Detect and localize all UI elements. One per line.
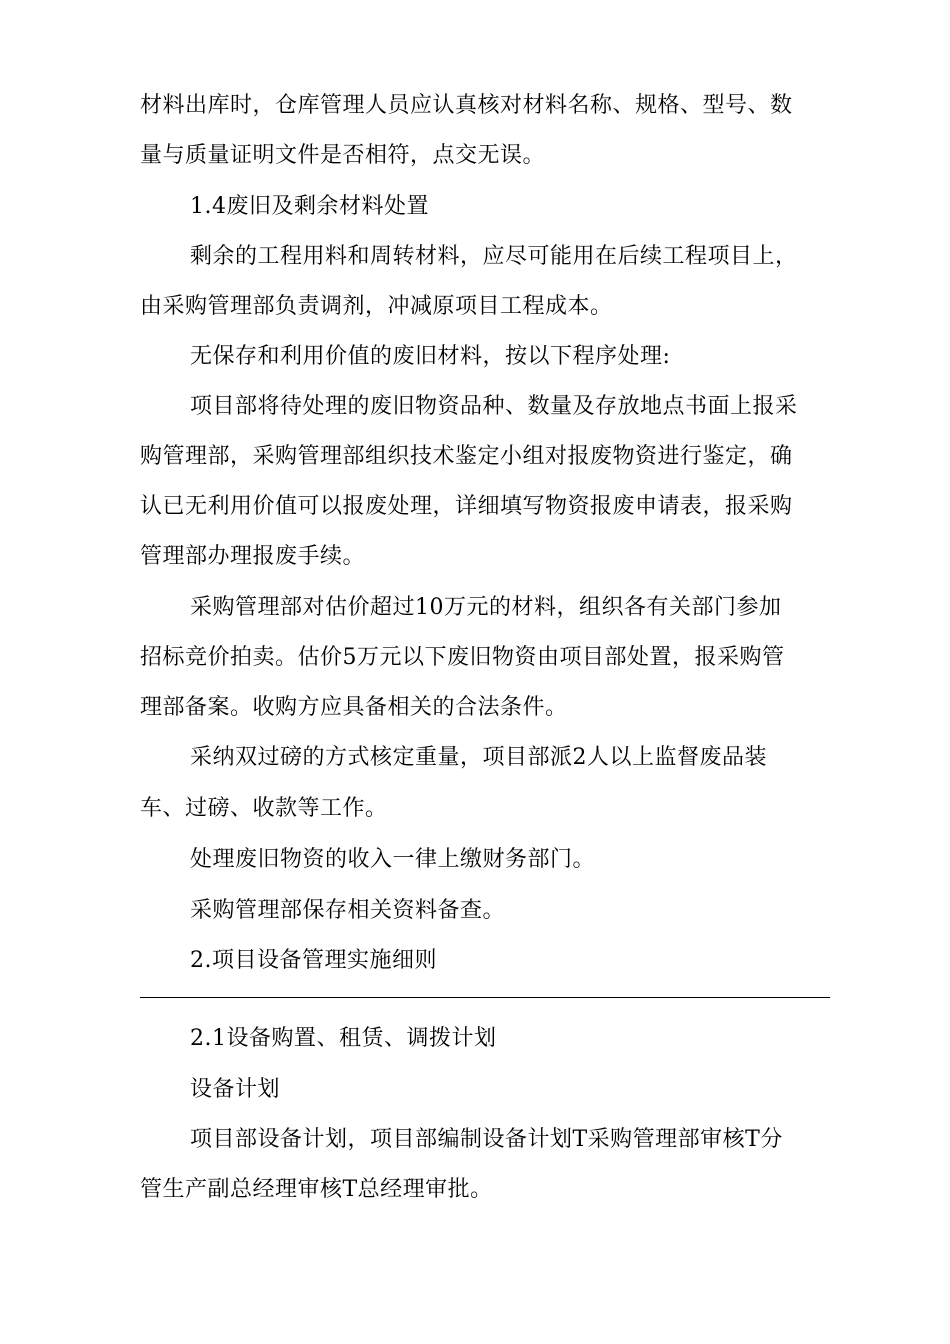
paragraph-line: 认已无利用价值可以报废处理，详细填写物资报废申请表，报采购 (140, 494, 793, 519)
paragraph-line: 购管理部，采购管理部组织技术鉴定小组对报废物资进行鉴定，确 (140, 444, 793, 469)
section-heading: 1.4废旧及剩余材料处置 (190, 194, 429, 219)
section-heading: 2.项目设备管理实施细则 (190, 948, 437, 973)
subsection-heading: 设备计划 (190, 1077, 281, 1102)
paragraph-line: 采购管理部对估价超过10万元的材料，组织各有关部门参加 (190, 595, 782, 620)
paragraph-line: 由采购管理部负责调剂，冲减原项目工程成本。 (140, 294, 613, 319)
paragraph-line: 管理部办理报废手续。 (140, 544, 366, 569)
paragraph-line: 剩余的工程用料和周转材料，应尽可能用在后续工程项目上， (190, 244, 798, 269)
paragraph-line: 处理废旧物资的收入一律上缴财务部门。 (190, 847, 596, 872)
document-page (140, 0, 830, 1344)
paragraph-line: 招标竞价拍卖。估价5万元以下废旧物资由项目部处置，报采购管 (140, 645, 785, 670)
paragraph-line: 无保存和利用价值的废旧材料，按以下程序处理: (190, 344, 671, 369)
paragraph-line: 项目部将待处理的废旧物资品种、数量及存放地点书面上报采 (190, 394, 798, 419)
paragraph-line: 理部备案。收购方应具备相关的合法条件。 (140, 695, 568, 720)
paragraph-line: 采购管理部保存相关资料备查。 (190, 898, 506, 923)
section-heading: 2.1设备购置、租赁、调拨计划 (190, 1026, 497, 1051)
paragraph-line: 管生产副总经理审核T总经理审批。 (140, 1177, 493, 1202)
paragraph-line: 量与质量证明文件是否相符，点交无误。 (140, 143, 546, 168)
paragraph-line: 材料出库时，仓库管理人员应认真核对材料名称、规格、型号、数 (140, 93, 793, 118)
paragraph-line: 项目部设备计划，项目部编制设备计划T采购管理部审核T分 (190, 1127, 783, 1152)
horizontal-divider (140, 997, 830, 998)
paragraph-line: 采纳双过磅的方式核定重量，项目部派2人以上监督废品装 (190, 745, 767, 770)
paragraph-line: 车、过磅、收款等工作。 (140, 796, 388, 821)
